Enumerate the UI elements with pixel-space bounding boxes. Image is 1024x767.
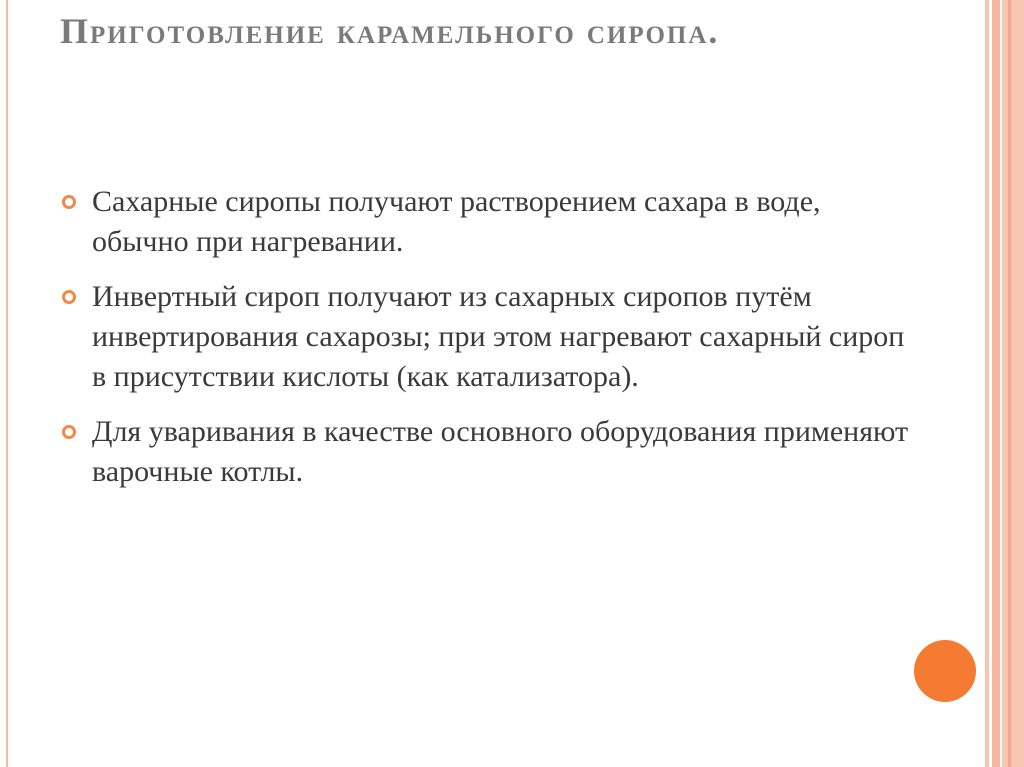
bullet-item — [62, 182, 922, 262]
ring-bullet-icon — [62, 290, 76, 304]
bullet-text: Для уваривания в качестве основного оборудования применяют варочные котлы. — [92, 415, 909, 488]
bullet-text: Сахарные сиропы получают растворением сахара в воде, обычно при нагревании. — [92, 185, 821, 258]
ring-bullet-icon — [62, 425, 76, 439]
ring-bullet-icon — [62, 195, 76, 209]
left-border-line — [6, 0, 8, 767]
bullet-list — [62, 182, 922, 507]
bullet-text: Инвертный сироп получают из сахарных сиропов путём инвертирования сахарозы; при этом нагревают сахарный сироп в присутствии кислоты (как катализатора). — [92, 280, 905, 393]
right-stripe — [1002, 0, 1024, 767]
right-stripe — [985, 0, 989, 767]
bullet-item — [62, 412, 922, 492]
right-stripe — [1008, 0, 1011, 767]
slide-title: Приготовление карамельного сиропа. — [60, 11, 720, 51]
bullet-item — [62, 277, 922, 397]
right-stripe — [992, 0, 1000, 767]
orange-circle-decoration — [914, 640, 976, 702]
